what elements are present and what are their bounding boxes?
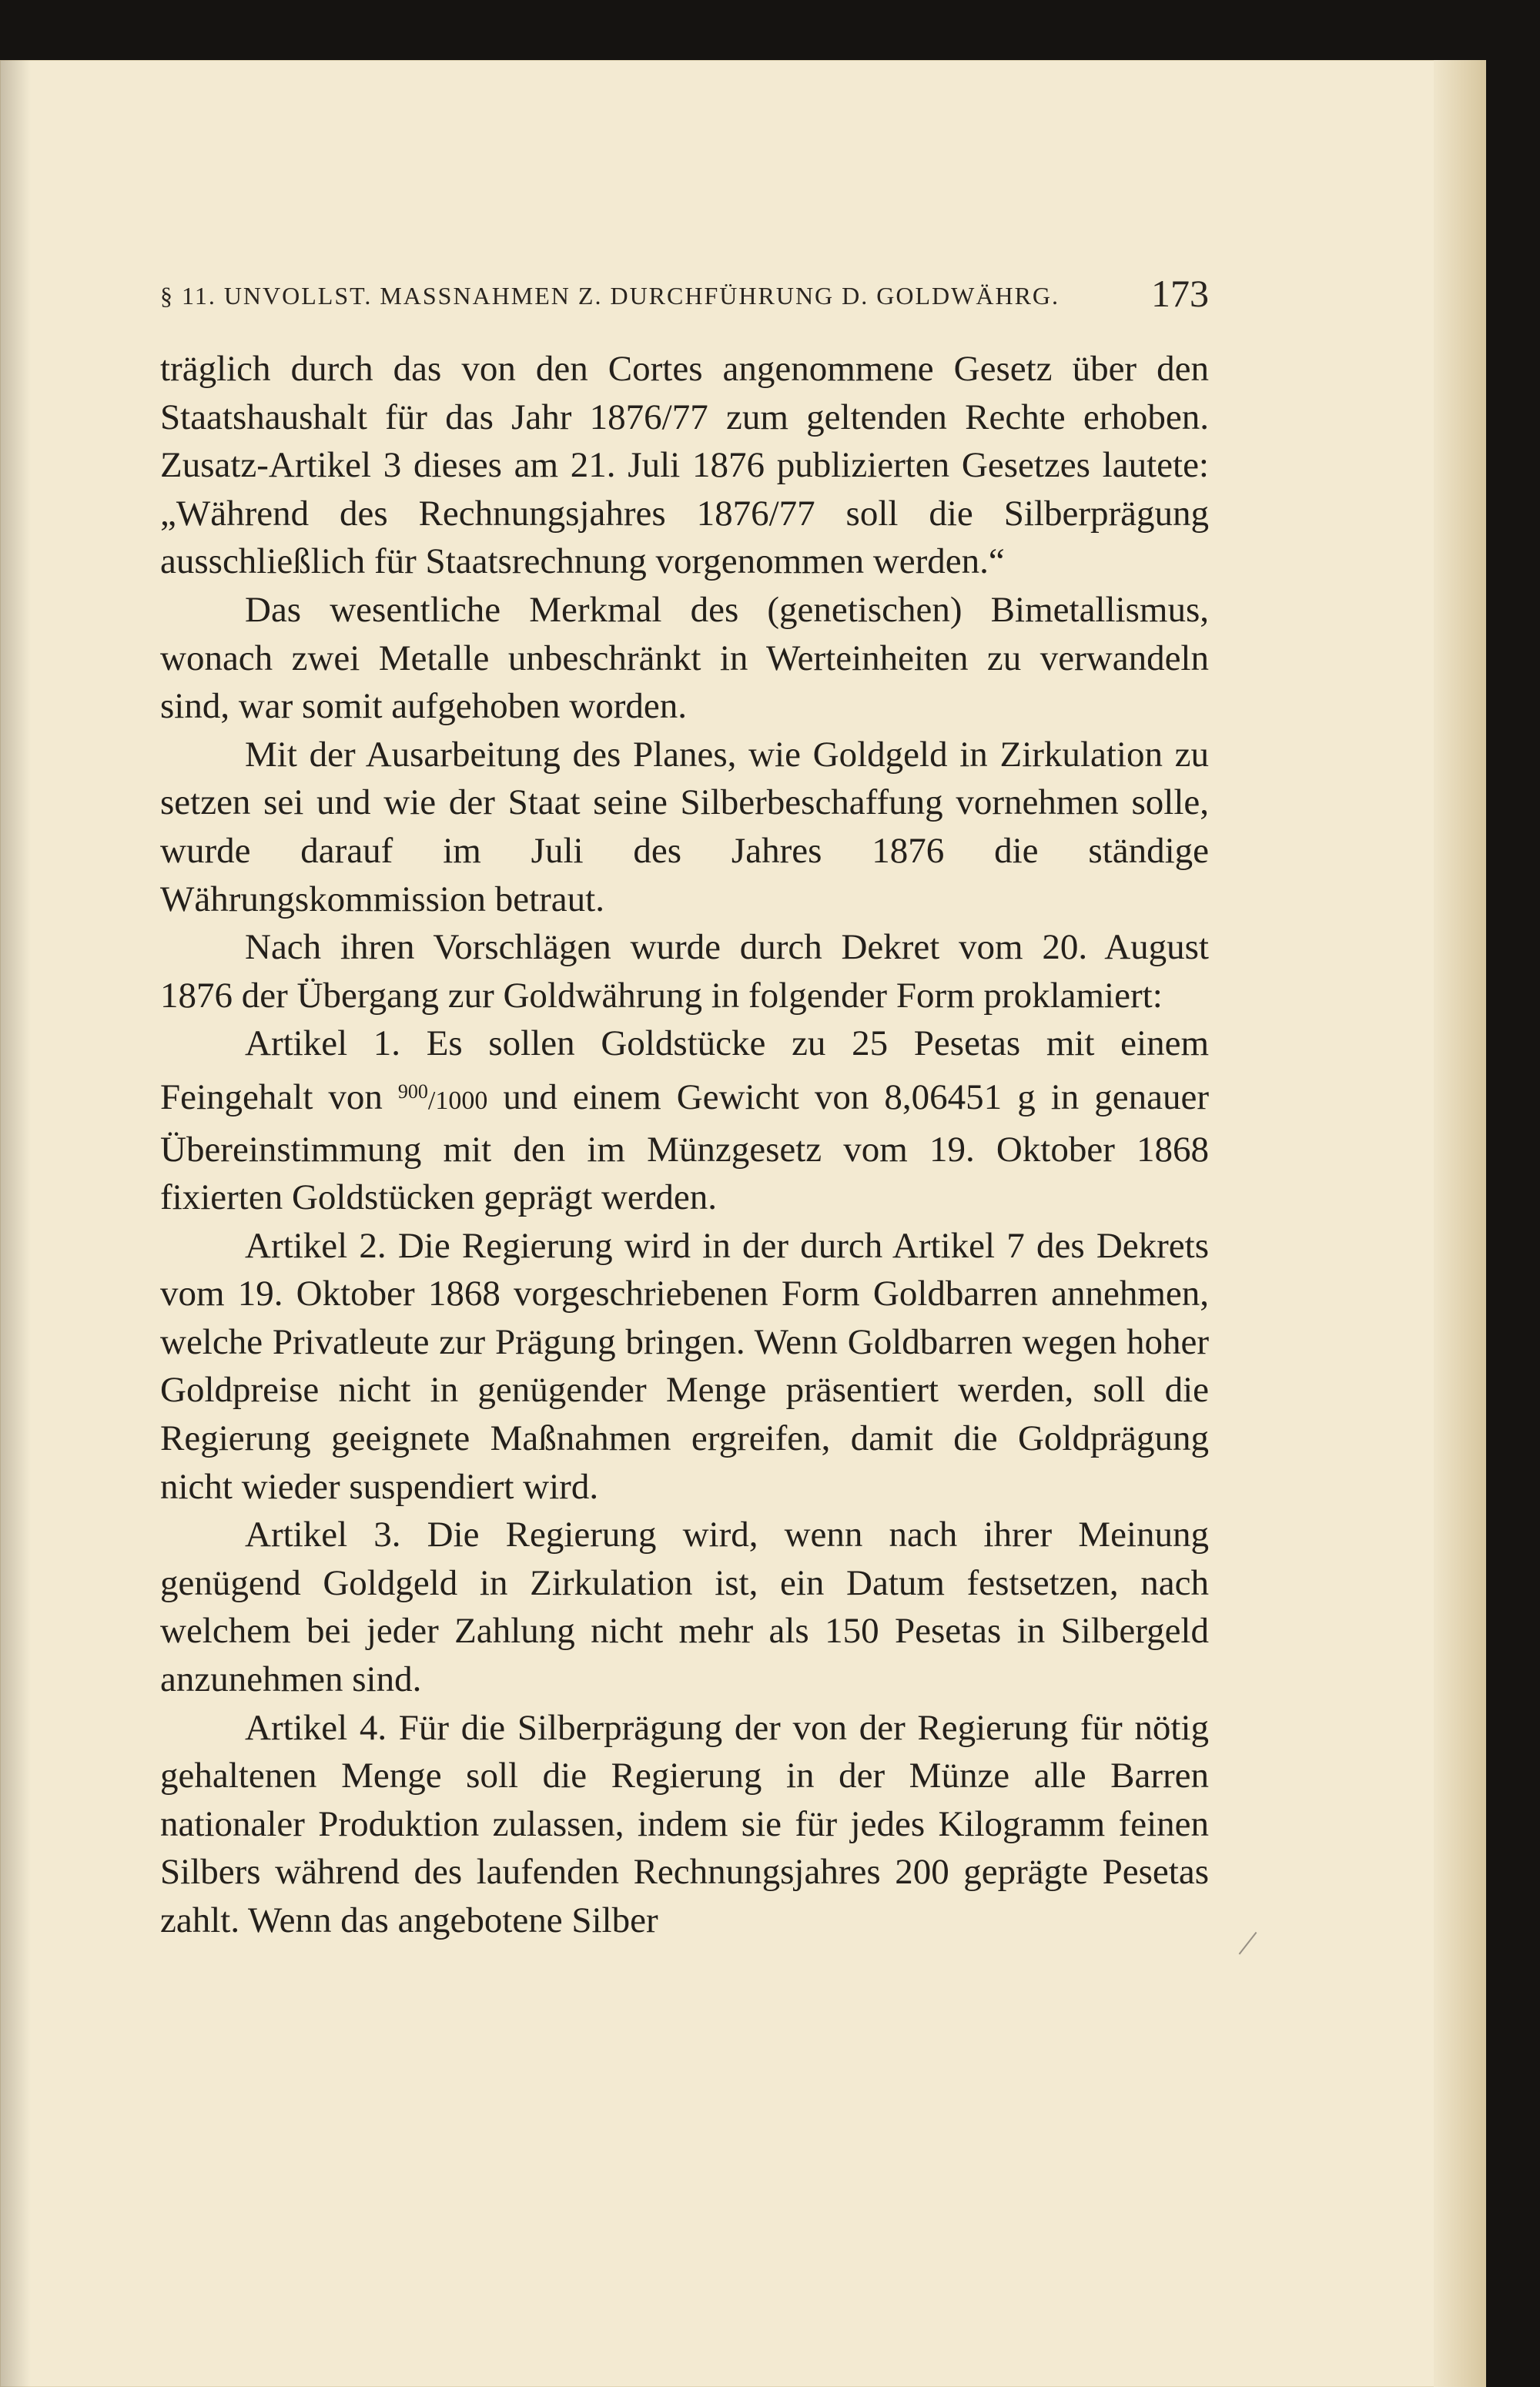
paragraph-2: Das wesentliche Merkmal des (genetischen) Bimetallismus, wonach zwei Metalle unbeschränkt in Werteinheiten zu verwandeln sind, war somit aufgehoben worden. bbox=[160, 589, 1209, 727]
header-title: § 11. UNVOLLST. MASSNAHMEN Z. DURCHFÜHRUNG D. GOLDWÄHRG. bbox=[160, 282, 1060, 310]
paragraph-4: Nach ihren Vorschlägen wurde durch Dekret vom 20. August 1876 der Übergang zur Goldwährung in folgender Form proklamiert: bbox=[160, 927, 1209, 1016]
page-body bbox=[160, 345, 1209, 1945]
article-2: Artikel 2. Die Regierung wird in der durch Artikel 7 des Dekrets vom 19. Oktober 1868 vorgeschriebenen Form Goldbarren annehmen, welche Privatleute zur Prägung bringen. Wenn Goldbarren wegen hoher Goldpreise nicht in genügender Menge präsentiert werden, soll die Regierung geeignete Maßnahmen ergreifen, damit die Goldprägung nicht wieder suspendiert wird. bbox=[160, 1225, 1209, 1507]
article-1 bbox=[160, 1019, 1209, 1221]
article-1-text-start: Artikel 1. Es sollen Goldstücke zu 25 Pesetas mit einem Feingehalt von bbox=[160, 1023, 1209, 1117]
article-1-text-end: und einem Gewicht von 8,06451 g in genauer Übereinstimmung mit den im Münzgesetz vom 19. Oktober 1868 fixierten Goldstücken geprägt werden. bbox=[160, 1076, 1209, 1218]
fineness-denominator: /1000 bbox=[427, 1086, 488, 1115]
running-header bbox=[160, 271, 1209, 325]
page-number: 173 bbox=[1151, 272, 1209, 315]
paragraph-1: träglich durch das von den Cortes angenommene Gesetz über den Staatshaushalt für das Jahr 1876/77 zum geltenden Rechte erhoben. Zusatz-Artikel 3 dieses am 21. Juli 1876 publizierten Gesetzes lautete: „Während des Rechnungsjahres 1876/77 soll die Silberprägung ausschließlich für Staatsrechnung vorgenommen werden.“ bbox=[160, 349, 1209, 582]
paragraph-3: Mit der Ausarbeitung des Planes, wie Goldgeld in Zirkulation zu setzen sei und wie der Staat seine Silberbeschaffung vornehmen solle, wurde darauf im Juli des Jahres 1876 die ständige Währungskommission betraut. bbox=[160, 734, 1209, 919]
page-gutter-shadow bbox=[0, 60, 31, 2387]
page-edge bbox=[1434, 60, 1486, 2387]
fineness-numerator: 900 bbox=[397, 1080, 428, 1103]
article-4: Artikel 4. Für die Silberprägung der von der Regierung für nötig gehaltenen Menge soll die Regierung in der Münze alle Barren nationaler Produktion zulassen, indem sie für jedes Kilogramm feinen Silbers während des laufenden Rechnungsjahres 200 geprägte Pesetas zahlt. Wenn das angebotene Silber bbox=[160, 1707, 1209, 1940]
article-3: Artikel 3. Die Regierung wird, wenn nach ihrer Meinung genügend Goldgeld in Zirkulation ist, ein Datum festsetzen, nach welchem bei jeder Zahlung nicht mehr als 150 Pesetas in Silbergeld anzunehmen sind. bbox=[160, 1515, 1209, 1700]
